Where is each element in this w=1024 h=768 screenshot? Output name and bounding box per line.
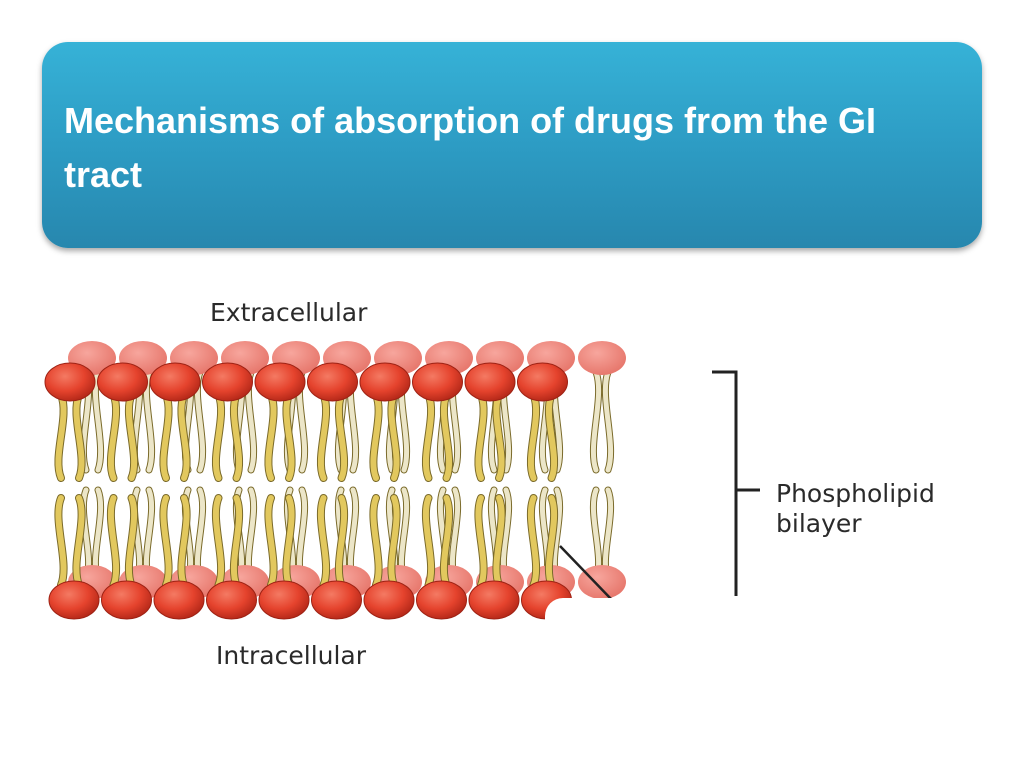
lipid-head — [98, 363, 148, 401]
lipid-head — [417, 581, 467, 619]
lipid-tail — [111, 498, 116, 585]
lipid-tail — [181, 395, 186, 478]
lipid-head — [45, 363, 95, 401]
lipid-head — [360, 363, 410, 401]
lipid-head — [207, 581, 257, 619]
lipid-tail — [373, 395, 378, 478]
lipid-tail — [426, 395, 431, 478]
lipid-tail — [58, 395, 63, 478]
lipid-head — [469, 581, 519, 619]
white-cover-patch — [545, 598, 745, 638]
lipid-tail — [268, 498, 273, 585]
lipid-head — [154, 581, 204, 619]
intracellular-label: Intracellular — [216, 641, 367, 670]
lipid-head — [255, 363, 305, 401]
lipid-head — [465, 363, 515, 401]
title-banner — [42, 42, 982, 248]
lipid-head-back — [578, 341, 626, 375]
lipid-head — [364, 581, 414, 619]
lipid-tail — [163, 498, 168, 585]
lipid-head — [102, 581, 152, 619]
lipid-tail — [373, 498, 378, 585]
lipid-tail — [216, 498, 221, 585]
phospholipid-label: Phospholipid — [776, 479, 935, 508]
slide-title: Mechanisms of absorption of drugs from the GI tract — [64, 100, 877, 195]
lipid-head — [150, 363, 200, 401]
lipid-head — [259, 581, 309, 619]
lipid-tail — [426, 498, 431, 585]
lipid-tail — [58, 498, 63, 585]
lipid-head-back — [578, 565, 626, 599]
bracket — [560, 372, 760, 600]
lipid-tail — [321, 498, 326, 585]
lipid-tail — [111, 395, 116, 478]
extracellular-label: Extracellular — [210, 298, 368, 327]
lipid-head — [312, 581, 362, 619]
lipid-head — [49, 581, 99, 619]
lipid-tail — [478, 395, 483, 478]
lipid-head — [308, 363, 358, 401]
lipid-tail — [76, 395, 81, 478]
lipid-head — [518, 363, 568, 401]
lipid-tail — [531, 395, 536, 478]
lipid-tail — [216, 395, 221, 478]
lipid-head — [203, 363, 253, 401]
lipid-tail — [268, 395, 273, 478]
lipid-head — [413, 363, 463, 401]
phospholipid-bilayer-diagram — [0, 270, 1024, 710]
lipid-tail — [478, 498, 483, 585]
bilayer-label: bilayer — [776, 509, 862, 538]
lipid-tail — [321, 395, 326, 478]
lipid-tail — [129, 395, 134, 478]
lipid-tail — [163, 395, 168, 478]
lipid-tail — [496, 395, 501, 478]
